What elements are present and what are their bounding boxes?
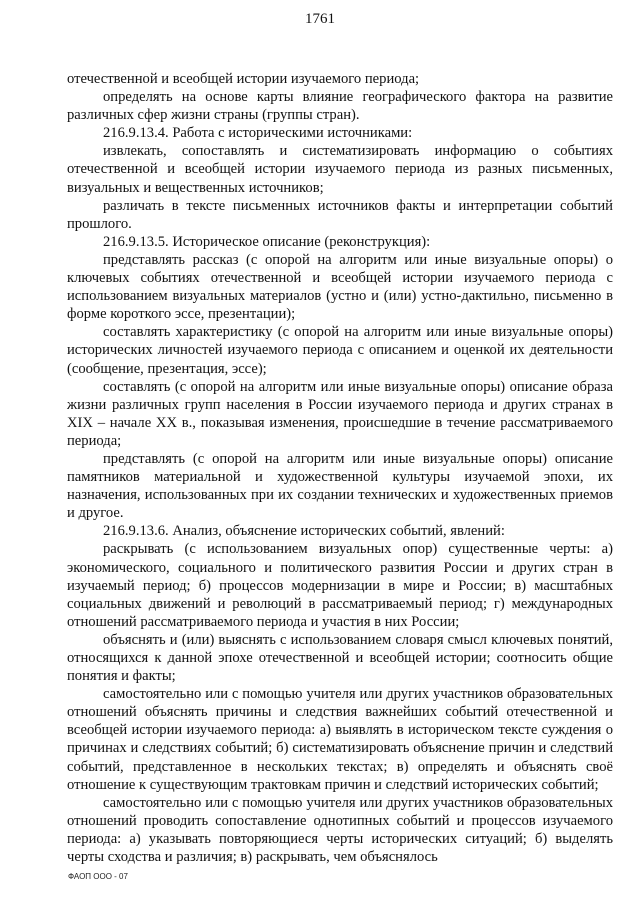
paragraph: представлять рассказ (с опорой на алгоритм или иные визуальные опоры) о ключевых событиях отечественной и всеобщей истории изучаемого периода с использованием визуальных материалов (устно и (или) устно-дактильно, письменно в форме короткого эссе, презентации);	[67, 251, 613, 323]
paragraph: отечественной и всеобщей истории изучаемого периода;	[67, 71, 420, 87]
paragraph: самостоятельно или с помощью учителя или других участников образовательных отношений проводить сопоставление однотипных событий и процессов изучаемого периода: а) указывать повторяющиеся черты исторических ситуаций; б) выделять черты сходства и различия; в) раскрывать, чем объяснялось	[67, 794, 613, 866]
section-heading: 216.9.13.4. Работа с историческими источниками:	[103, 125, 413, 142]
paragraph: самостоятельно или с помощью учителя или других участников образовательных отношений объяснять причины и следствия важнейших событий отечественной и всеобщей истории изучаемого периода: а) выявлять в историческом тексте суждения о причинах и следствиях событий; б) систематизировать объяснение причин и следствий событий, представленное в нескольких текстах; в) определять и объяснять своё отношение к существующим трактовкам причин и следствий исторических событий;	[67, 686, 613, 793]
section-heading: 216.9.13.5. Историческое описание (реконструкция):	[103, 233, 431, 250]
paragraph: составлять характеристику (с опорой на алгоритм или иные визуальные опоры) исторических личностей изучаемого периода с описанием и оценкой их деятельности (сообщение, презентация, эссе);	[67, 324, 613, 377]
paragraph: извлекать, сопоставлять и систематизировать информацию о событиях отечественной и всеобщей истории изучаемого периода из разных письменных, визуальных и вещественных источников;	[67, 143, 613, 196]
paragraph: определять на основе карты влияние географического фактора на развитие различных сфер жизни страны (группы стран).	[67, 89, 613, 124]
paragraph: объяснять и (или) выяснять с использованием словаря смысл ключевых понятий, относящихся к данной эпохе отечественной и всеобщей истории; соотносить общие понятия и факты;	[67, 631, 613, 685]
paragraph: составлять (с опорой на алгоритм или иные визуальные опоры) описание образа жизни различных групп населения в России изучаемого периода и других странах в XIX – начале XX в., показывая изменения, происшедшие в течение рассматриваемого периода;	[67, 378, 613, 449]
document-footer: ФАОП ООО - 07	[68, 872, 128, 881]
paragraph: раскрывать (с использованием визуальных опор) существенные черты: а) экономического, социального и политического развития России и других стран в изучаемый период; б) процессов модернизации в мире и России; в) масштабных социальных движений и революций в рассматриваемый период; г) международных отношений рассматриваемого периода и участия в них России;	[67, 541, 613, 630]
section-heading: 216.9.13.6. Анализ, объяснение исторических событий, явлений:	[103, 523, 505, 540]
paragraph: различать в тексте письменных источников факты и интерпретации событий прошлого.	[67, 197, 613, 232]
page-number: 1761	[305, 11, 335, 27]
document-body	[67, 70, 613, 866]
paragraph: представлять (с опорой на алгоритм или иные визуальные опоры) описание памятников материальной и художественной культуры изучаемой эпохи, их назначения, использованных при их создании технических и художественных приемов и другое.	[67, 450, 613, 522]
